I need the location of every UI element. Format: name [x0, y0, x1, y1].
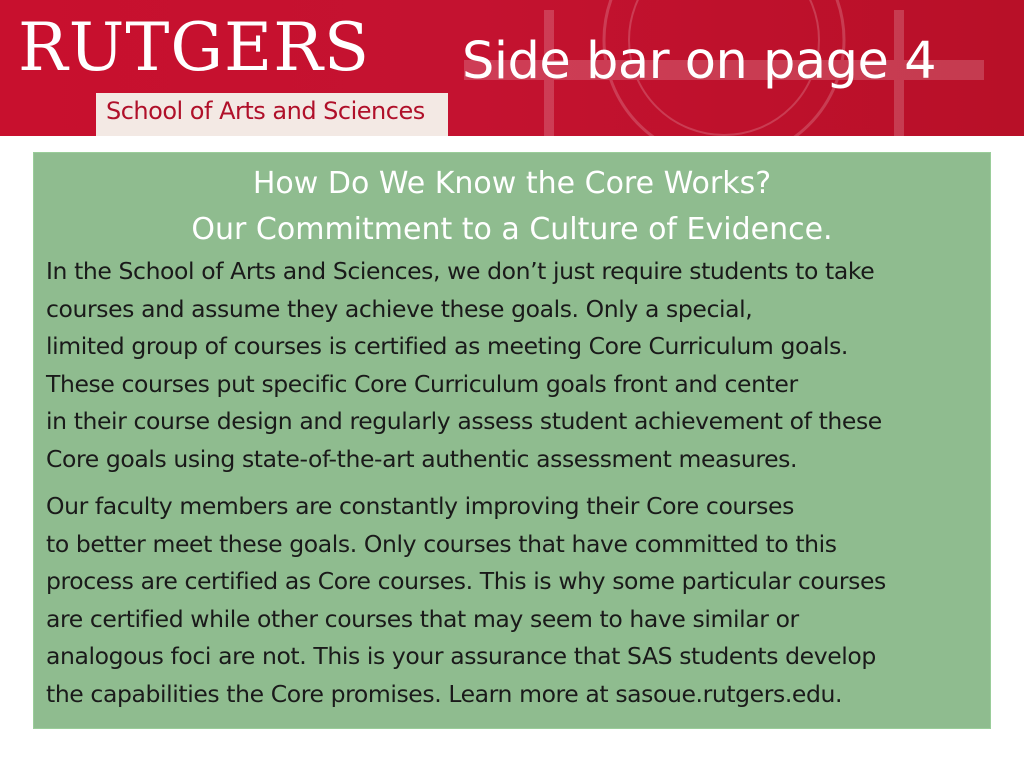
text-line: are certified while other courses that may seem to have similar or: [46, 604, 799, 633]
logo-subtitle: School of Arts and Sciences: [106, 97, 425, 125]
text-line: Core goals using state-of-the-art authentic assessment measures.: [46, 444, 798, 473]
text-line: to better meet these goals. Only courses that have committed to this: [46, 529, 837, 558]
header-banner: [0, 0, 1024, 136]
heading-line-2: Our Commitment to a Culture of Evidence.: [191, 212, 833, 247]
text-line: the capabilities the Core promises. Learn more at sasoue.rutgers.edu.: [46, 679, 843, 708]
text-line: Our faculty members are constantly improving their Core courses: [46, 492, 794, 520]
text-line: analogous foci are not. This is your assurance that SAS students develop: [46, 642, 876, 670]
sidebar-panel: [33, 152, 991, 729]
rutgers-logo[interactable]: RUTGERS: [18, 9, 371, 86]
paragraph-1: [34, 253, 990, 478]
text-line: limited group of courses is certified as meeting Core Curriculum goals.: [46, 332, 849, 360]
text-line: in their course design and regularly assess student achievement of these: [46, 407, 882, 435]
panel-heading: [34, 161, 990, 253]
text-line: process are certified as Core courses. This is why some particular courses: [46, 567, 886, 595]
slide-title: Side bar on page 4: [462, 32, 937, 91]
paragraph-2: [34, 488, 990, 713]
text-line: In the School of Arts and Sciences, we don’t just require students to take: [46, 257, 875, 285]
heading-line-1: How Do We Know the Core Works?: [252, 166, 772, 201]
text-line: These courses put specific Core Curriculum goals front and center: [46, 369, 798, 398]
text-line: courses and assume they achieve these goals. Only a special,: [46, 294, 753, 323]
